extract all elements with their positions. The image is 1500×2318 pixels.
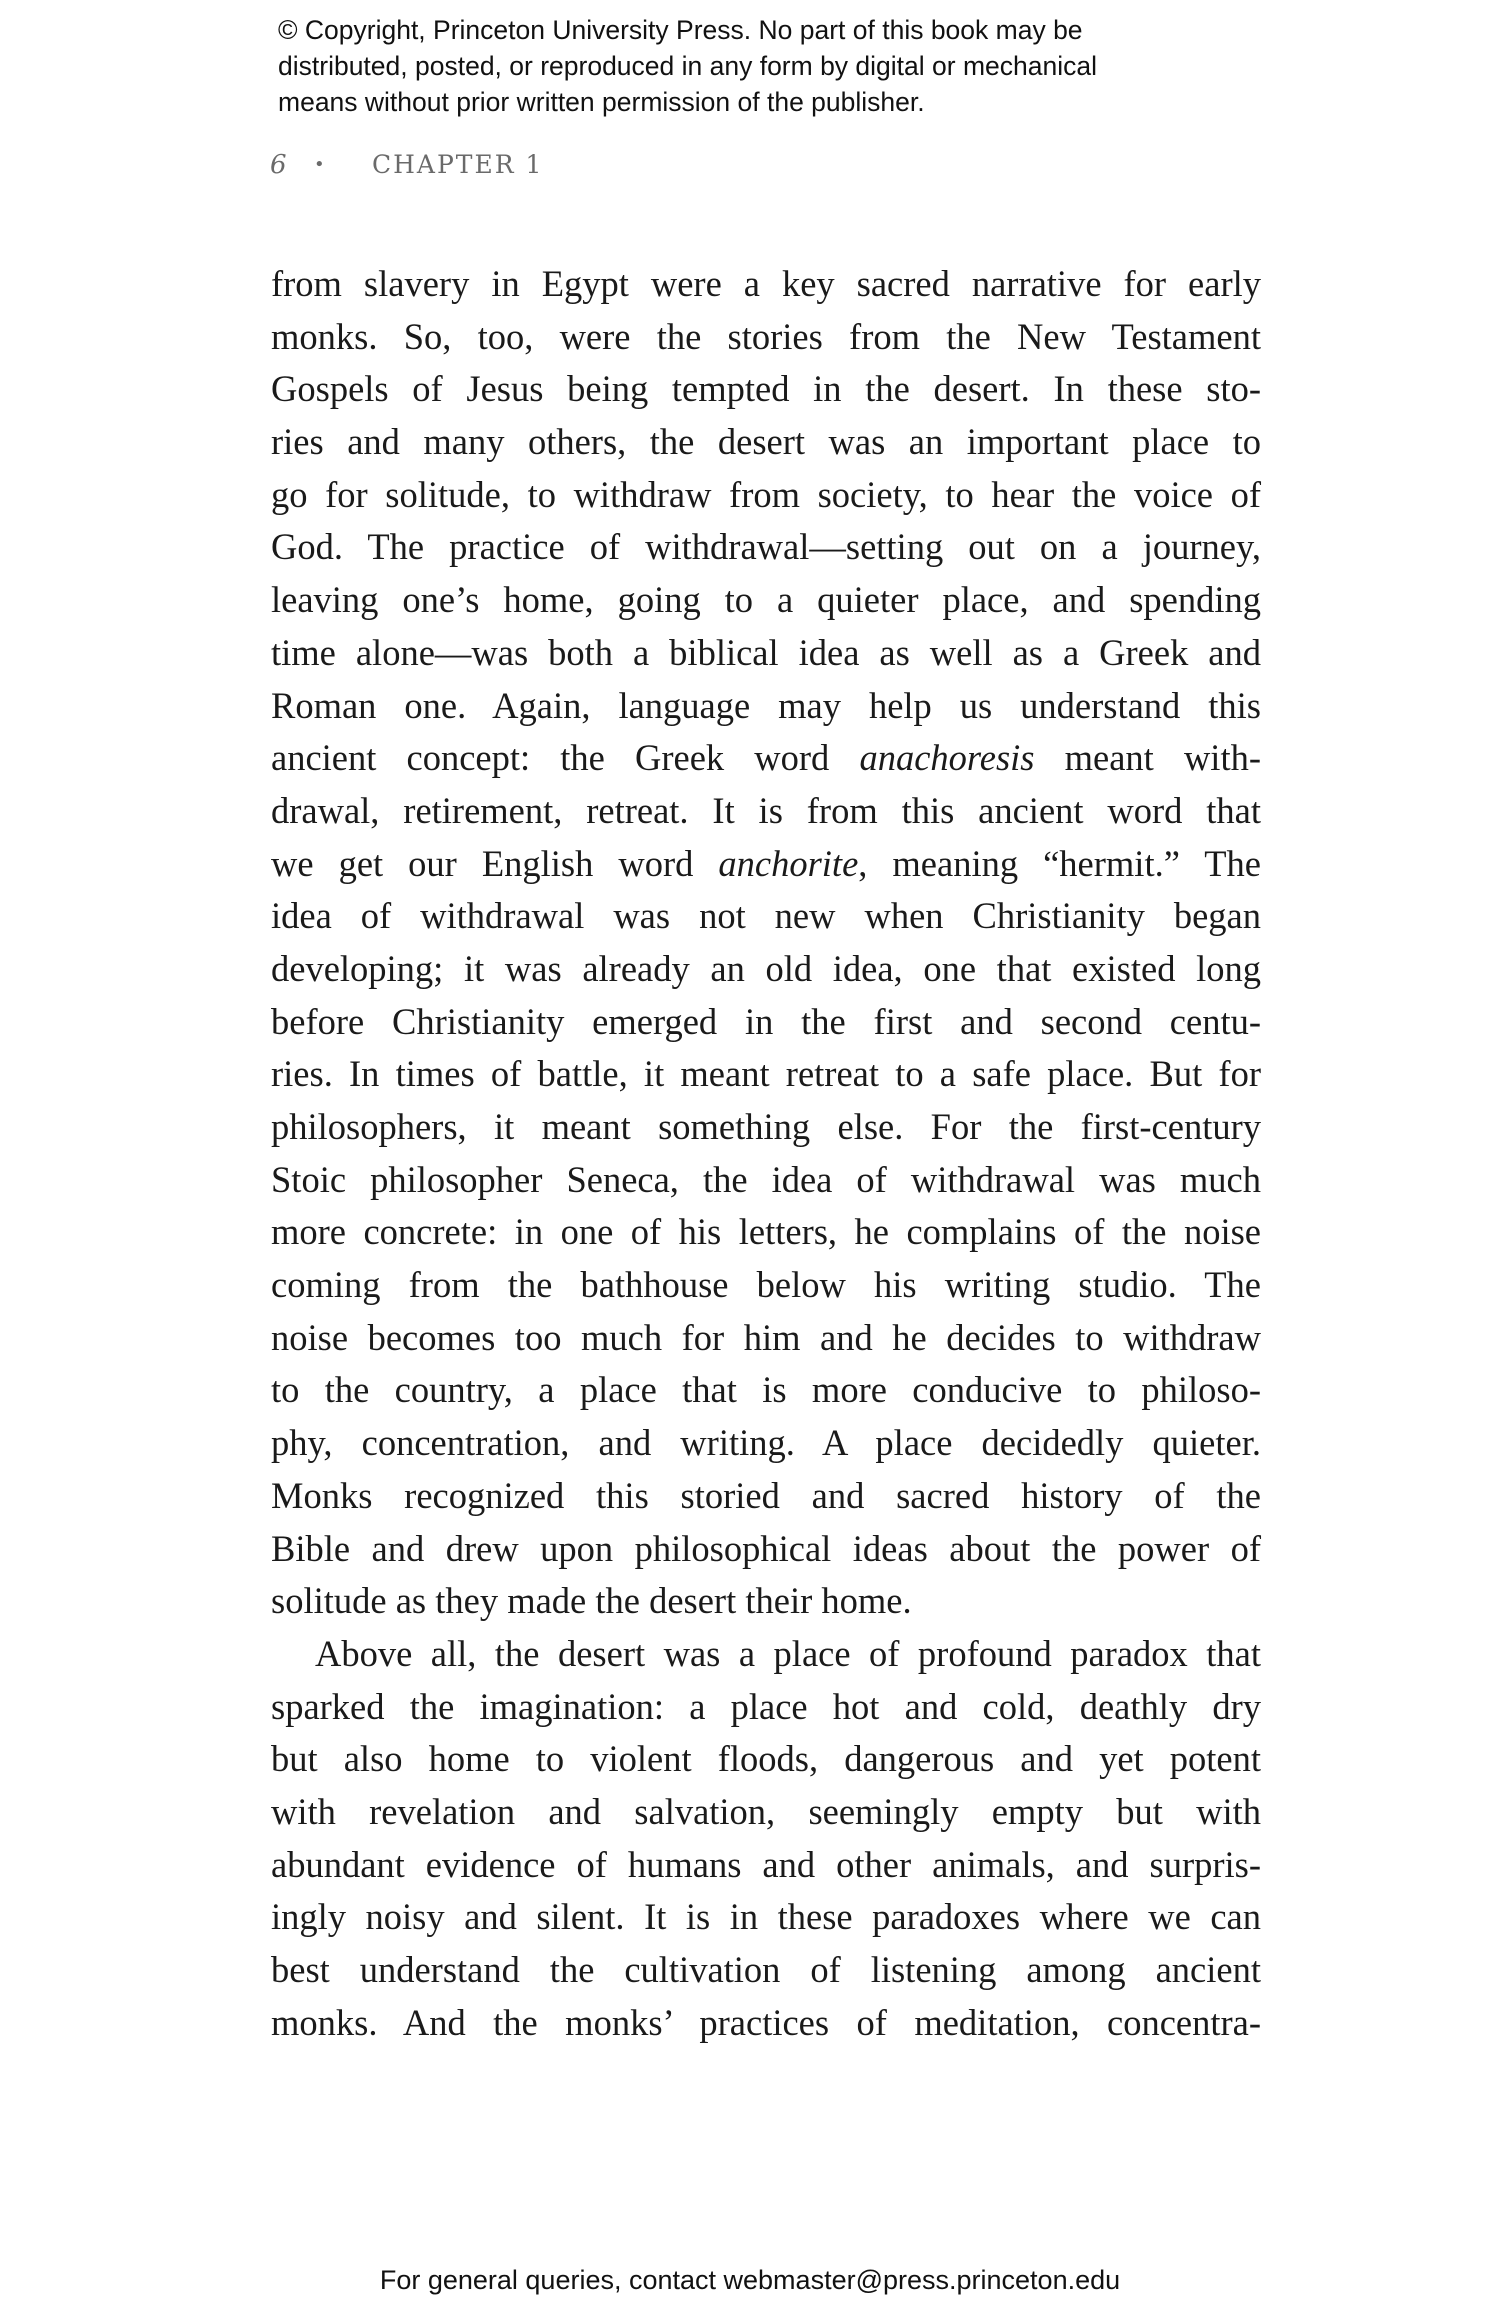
- copyright-line: distributed, posted, or reproduced in any form by digital or mechanical: [278, 51, 1097, 81]
- page-number: 6: [270, 150, 288, 180]
- text-line: monks. So, too, were the stories from the New Testament: [271, 315, 1261, 357]
- italic-term: anachoresis: [859, 737, 1035, 779]
- text-line: philosophers, it meant something else. For the first-century: [271, 1106, 1261, 1147]
- text-line: Above all, the desert was a place of profound paradox that: [315, 1632, 1261, 1674]
- text-line: Monks recognized this storied and sacred history of the: [271, 1474, 1261, 1516]
- copyright-line: means without prior written permission of the publisher.: [278, 87, 925, 117]
- text-line: [271, 732, 1261, 785]
- text-line: coming from the bathhouse below his writing studio. The: [271, 1264, 1261, 1306]
- text-line: idea of withdrawal was not new when Christianity began: [271, 895, 1261, 937]
- chapter-label: CHAPTER 1: [372, 150, 544, 179]
- text-line: time alone—was both a biblical idea as well as a Greek and: [271, 631, 1261, 673]
- text-line: Roman one. Again, language may help us understand this: [271, 684, 1261, 726]
- text-line: [271, 838, 1261, 891]
- text-segment: meant with-: [1034, 737, 1261, 779]
- text-line: monks. And the monks’ practices of meditation, concentra-: [271, 2001, 1261, 2043]
- text-line: before Christianity emerged in the first and second centu-: [271, 1000, 1261, 1042]
- text-line: noise becomes too much for him and he decides to withdraw: [271, 1316, 1261, 1358]
- text-line: go for solitude, to withdraw from society, to hear the voice of: [271, 473, 1261, 515]
- text-segment: , meaning “hermit.” The: [858, 842, 1261, 884]
- copyright-line: © Copyright, Princeton University Press. No part of this book may be: [278, 15, 1083, 45]
- text-line: best understand the cultivation of listening among ancient: [271, 1949, 1261, 1990]
- text-line: but also home to violent floods, dangerous and yet potent: [271, 1738, 1261, 1780]
- text-line: ingly noisy and silent. It is in these paradoxes where we can: [271, 1896, 1261, 1938]
- text-line: sparked the imagination: a place hot and cold, deathly dry: [271, 1685, 1261, 1727]
- text-line: more concrete: in one of his letters, he complains of the noise: [271, 1211, 1261, 1253]
- italic-term: anchorite: [718, 842, 859, 884]
- text-line: solitude as they made the desert their home.: [271, 1580, 912, 1622]
- text-line: God. The practice of withdrawal—setting out on a journey,: [271, 526, 1261, 568]
- running-head: [270, 150, 543, 180]
- text-line: to the country, a place that is more conducive to philoso-: [271, 1369, 1261, 1411]
- footer-contact: For general queries, contact webmaster@press.princeton.edu: [379, 2265, 1121, 2295]
- text-line: with revelation and salvation, seemingly empty but with: [271, 1790, 1261, 1832]
- text-line: Gospels of Jesus being tempted in the desert. In these sto-: [271, 368, 1261, 410]
- text-line: leaving one’s home, going to a quieter place, and spending: [271, 579, 1261, 621]
- text-line: developing; it was already an old idea, one that existed long: [271, 947, 1261, 989]
- paragraph-1: [271, 258, 1261, 1628]
- bullet-separator-icon: •: [314, 154, 326, 175]
- text-line: Bible and drew upon philosophical ideas about the power of: [271, 1527, 1261, 1569]
- copyright-notice: [278, 12, 1278, 120]
- paragraph-2: [271, 1628, 1261, 2050]
- text-line: drawal, retirement, retreat. It is from this ancient word that: [271, 789, 1261, 831]
- text-segment: ancient concept: the Greek word: [271, 737, 860, 779]
- text-line: abundant evidence of humans and other animals, and surpris-: [271, 1843, 1261, 1885]
- text-segment: we get our English word: [271, 842, 719, 884]
- text-line: ries and many others, the desert was an important place to: [271, 421, 1261, 463]
- text-line: Stoic philosopher Seneca, the idea of withdrawal was much: [271, 1158, 1261, 1200]
- text-line: phy, concentration, and writing. A place decidedly quieter.: [271, 1422, 1261, 1464]
- text-line: ries. In times of battle, it meant retreat to a safe place. But for: [271, 1053, 1261, 1095]
- text-line: from slavery in Egypt were a key sacred narrative for early: [271, 263, 1261, 304]
- body-text: [271, 258, 1261, 2049]
